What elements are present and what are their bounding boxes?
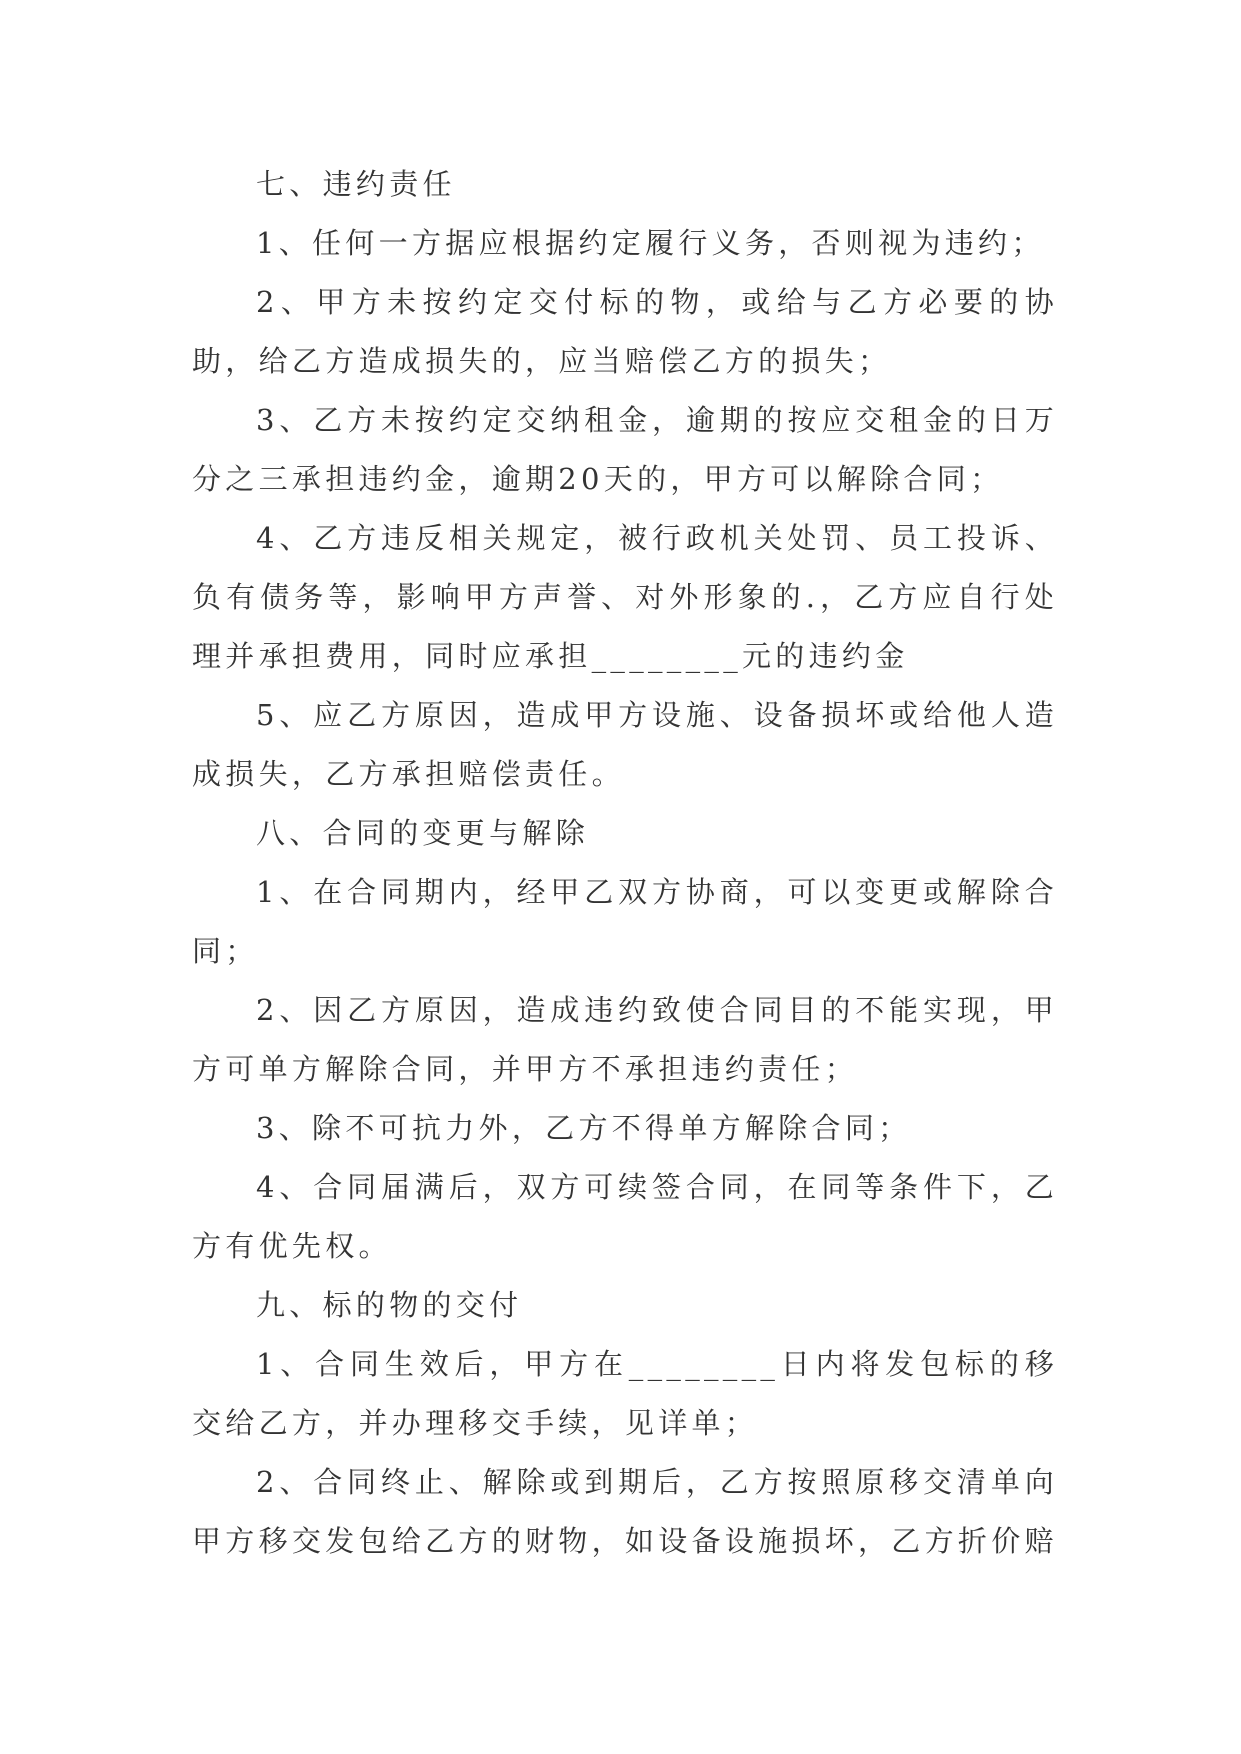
section-heading-breach-liability: 七、违约责任 — [256, 167, 456, 201]
clause-8-2: 2、因乙方原因，造成违约致使合同目的不能实现，甲方可单方解除合同，并甲方不承担违约责任； — [192, 993, 1058, 1086]
clause-9-1: 1、合同生效后，甲方在________日内将发包标的移交给乙方，并办理移交手续，见详单； — [192, 1347, 1058, 1440]
section-heading-change-termination: 八、合同的变更与解除 — [256, 816, 590, 850]
document-body — [192, 155, 1058, 1571]
clause-8-3: 3、除不可抗力外，乙方不得单方解除合同； — [256, 1111, 912, 1145]
clause-7-2: 2、甲方未按约定交付标的物，或给与乙方必要的协助，给乙方造成损失的，应当赔偿乙方的损失； — [192, 285, 1058, 378]
clause-7-5: 5、应乙方原因，造成甲方设施、设备损坏或给他人造成损失，乙方承担赔偿责任。 — [192, 698, 1058, 791]
clause-8-4: 4、合同届满后，双方可续签合同，在同等条件下，乙方有优先权。 — [192, 1170, 1058, 1263]
section-heading-delivery: 九、标的物的交付 — [256, 1288, 523, 1322]
clause-7-1: 1、任何一方据应根据约定履行义务，否则视为违约； — [256, 226, 1045, 260]
clause-7-3: 3、乙方未按约定交纳租金，逾期的按应交租金的日万分之三承担违约金，逾期20天的，甲方可以解除合同； — [192, 403, 1058, 496]
clause-7-4: 4、乙方违反相关规定，被行政机关处罚、员工投诉、负有债务等，影响甲方声誉、对外形象的.，乙方应自行处理并承担费用，同时应承担________元的违约金 — [192, 521, 1058, 673]
clause-8-1: 1、在合同期内，经甲乙双方协商，可以变更或解除合同； — [192, 875, 1058, 968]
clause-9-2: 2、合同终止、解除或到期后，乙方按照原移交清单向甲方移交发包给乙方的财物，如设备设施损坏，乙方折价赔 — [192, 1465, 1058, 1558]
